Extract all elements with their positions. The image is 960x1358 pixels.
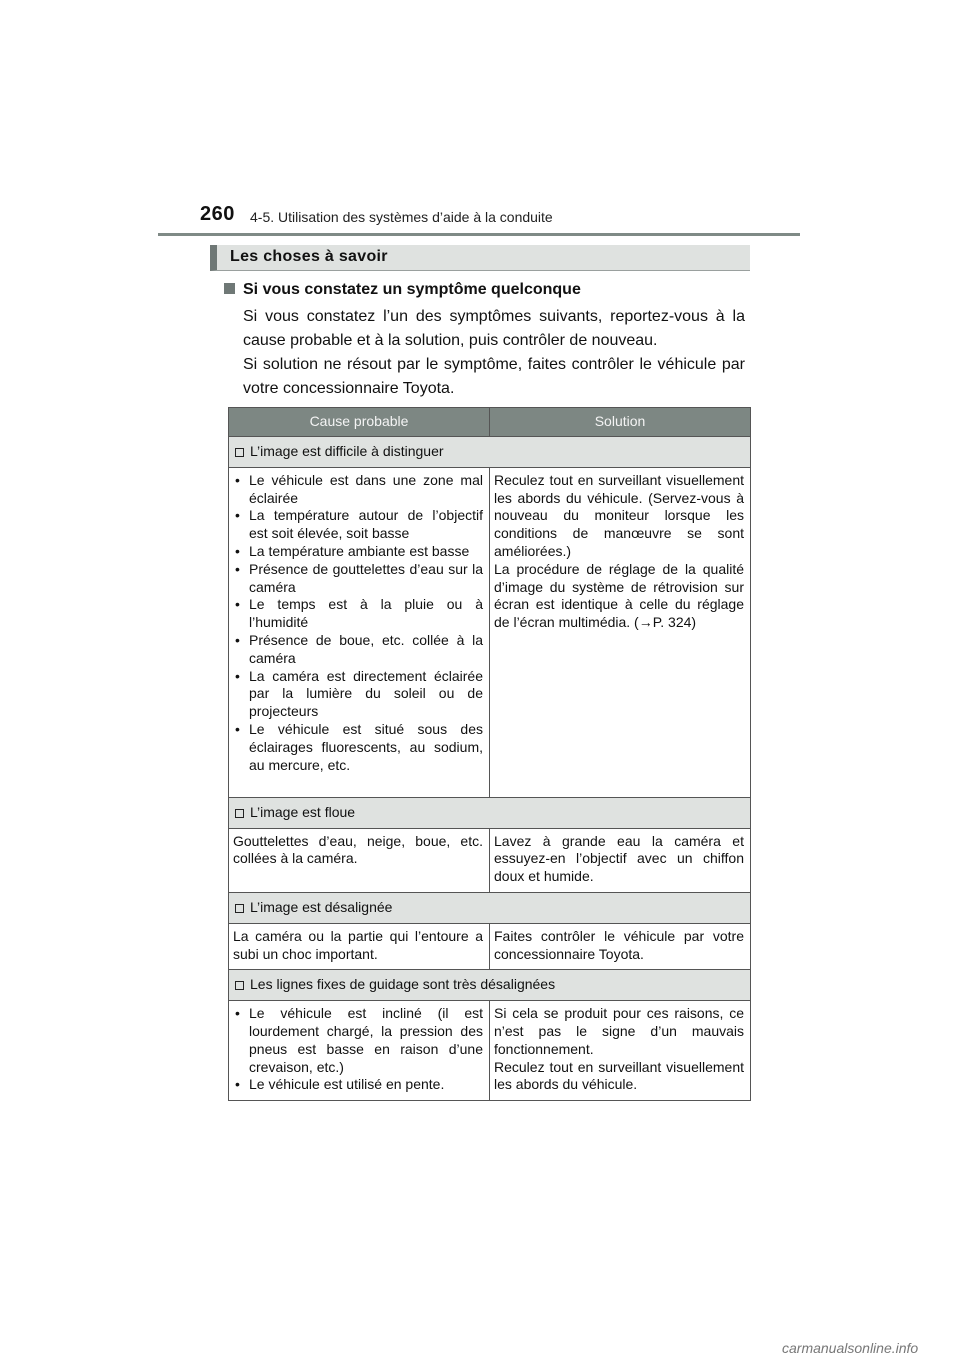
solution-line: Reculez tout en surveillant visuellement les abords du véhicule. (Servez-vous à nouveau du moniteur lorsque les conditions de manœuvre se sont améliorées.) bbox=[494, 471, 744, 559]
solution-cell: Lavez à grande eau la caméra et essuyez-en l’objectif avec un chiffon doux et humide. bbox=[490, 828, 751, 892]
solution-cell bbox=[490, 1001, 751, 1101]
cause-cell: La caméra ou la partie qui l’entoure a subi un choc important. bbox=[229, 923, 490, 970]
list-item: • Le véhicule est utilisé en pente. bbox=[233, 1076, 483, 1094]
checkbox-icon bbox=[235, 904, 244, 913]
list-item: • La température ambiante est basse bbox=[233, 543, 483, 561]
cause-list bbox=[233, 472, 483, 775]
group-title: Les lignes fixes de guidage sont très désalignées bbox=[250, 976, 556, 993]
checkbox-icon bbox=[235, 981, 244, 990]
group-row bbox=[229, 797, 751, 828]
square-bullet-icon bbox=[224, 283, 235, 294]
group-title-cell bbox=[229, 970, 751, 1001]
list-item: • Le véhicule est situé sous des éclairages fluorescents, au sodium, au mercure, etc. bbox=[233, 721, 483, 774]
list-item: • La caméra est directement éclairée par la lumière du soleil ou de projecteurs bbox=[233, 668, 483, 721]
section-heading bbox=[224, 281, 581, 299]
watermark: carmanualsonline.info bbox=[782, 1340, 919, 1356]
section-heading-text: Si vous constatez un symptôme quelconque bbox=[243, 281, 581, 298]
cause-list bbox=[233, 1005, 483, 1094]
column-header-cause: Cause probable bbox=[229, 408, 490, 437]
page-number: 260 bbox=[200, 203, 235, 225]
group-title-cell bbox=[229, 437, 751, 468]
cause-cell bbox=[229, 1001, 490, 1101]
group-title-cell bbox=[229, 797, 751, 828]
group-title: L’image est floue bbox=[250, 803, 356, 820]
group-title-cell bbox=[229, 892, 751, 923]
symptom-table bbox=[228, 407, 751, 1101]
group-row bbox=[229, 970, 751, 1001]
list-item: • Le véhicule est dans une zone mal éclairée bbox=[233, 472, 483, 508]
table-row bbox=[229, 828, 751, 892]
solution-line: Si cela se produit pour ces raisons, ce n’est pas le signe d’un mauvais fonctionnement. bbox=[494, 1005, 744, 1057]
list-item: • Le temps est à la pluie ou à l’humidité bbox=[233, 596, 483, 632]
table-header-row bbox=[229, 408, 751, 437]
solution-cell bbox=[490, 467, 751, 797]
advice-paragraph: Si solution ne résout par le symptôme, faites contrôler le véhicule par votre concessionnaire Toyota. bbox=[243, 356, 745, 397]
info-box-title: Les choses à savoir bbox=[230, 248, 388, 265]
intro-paragraph: Si vous constatez l’un des symptômes suivants, reportez-vous à la cause probable et à la solution, puis contrôler de nouveau. bbox=[243, 308, 745, 349]
table-row bbox=[229, 1001, 751, 1101]
list-item: • Le véhicule est incliné (il est lourdement chargé, la pression des pneus est basse en raison d’une crevaison, etc.) bbox=[233, 1005, 483, 1076]
info-box bbox=[210, 245, 750, 271]
group-title: L’image est désalignée bbox=[250, 898, 393, 915]
group-row bbox=[229, 437, 751, 468]
list-item: • Présence de gouttelettes d’eau sur la caméra bbox=[233, 561, 483, 597]
checkbox-icon bbox=[235, 448, 244, 457]
table-row bbox=[229, 923, 751, 970]
solution-line: La procédure de réglage de la qualité d’image du système de rétrovision sur écran est identique à celle du réglage de l’écran multimédia. (→P. 324) bbox=[494, 560, 744, 631]
list-item: • La température autour de l’objectif est soit élevée, soit basse bbox=[233, 507, 483, 543]
group-title: L’image est difficile à distinguer bbox=[250, 443, 444, 459]
group-row bbox=[229, 892, 751, 923]
solution-line: Reculez tout en surveillant visuellement les abords du véhicule. bbox=[494, 1058, 744, 1093]
cause-cell: Gouttelettes d’eau, neige, boue, etc. collées à la caméra. bbox=[229, 828, 490, 892]
checkbox-icon bbox=[235, 809, 244, 818]
header-rule bbox=[158, 233, 800, 236]
solution-cell: Faites contrôler le véhicule par votre concessionnaire Toyota. bbox=[490, 923, 751, 970]
column-header-solution: Solution bbox=[490, 408, 751, 437]
table-row bbox=[229, 467, 751, 797]
cause-cell bbox=[229, 467, 490, 797]
list-item: • Présence de boue, etc. collée à la caméra bbox=[233, 632, 483, 668]
running-header: 4-5. Utilisation des systèmes d’aide à la conduite bbox=[250, 209, 553, 225]
